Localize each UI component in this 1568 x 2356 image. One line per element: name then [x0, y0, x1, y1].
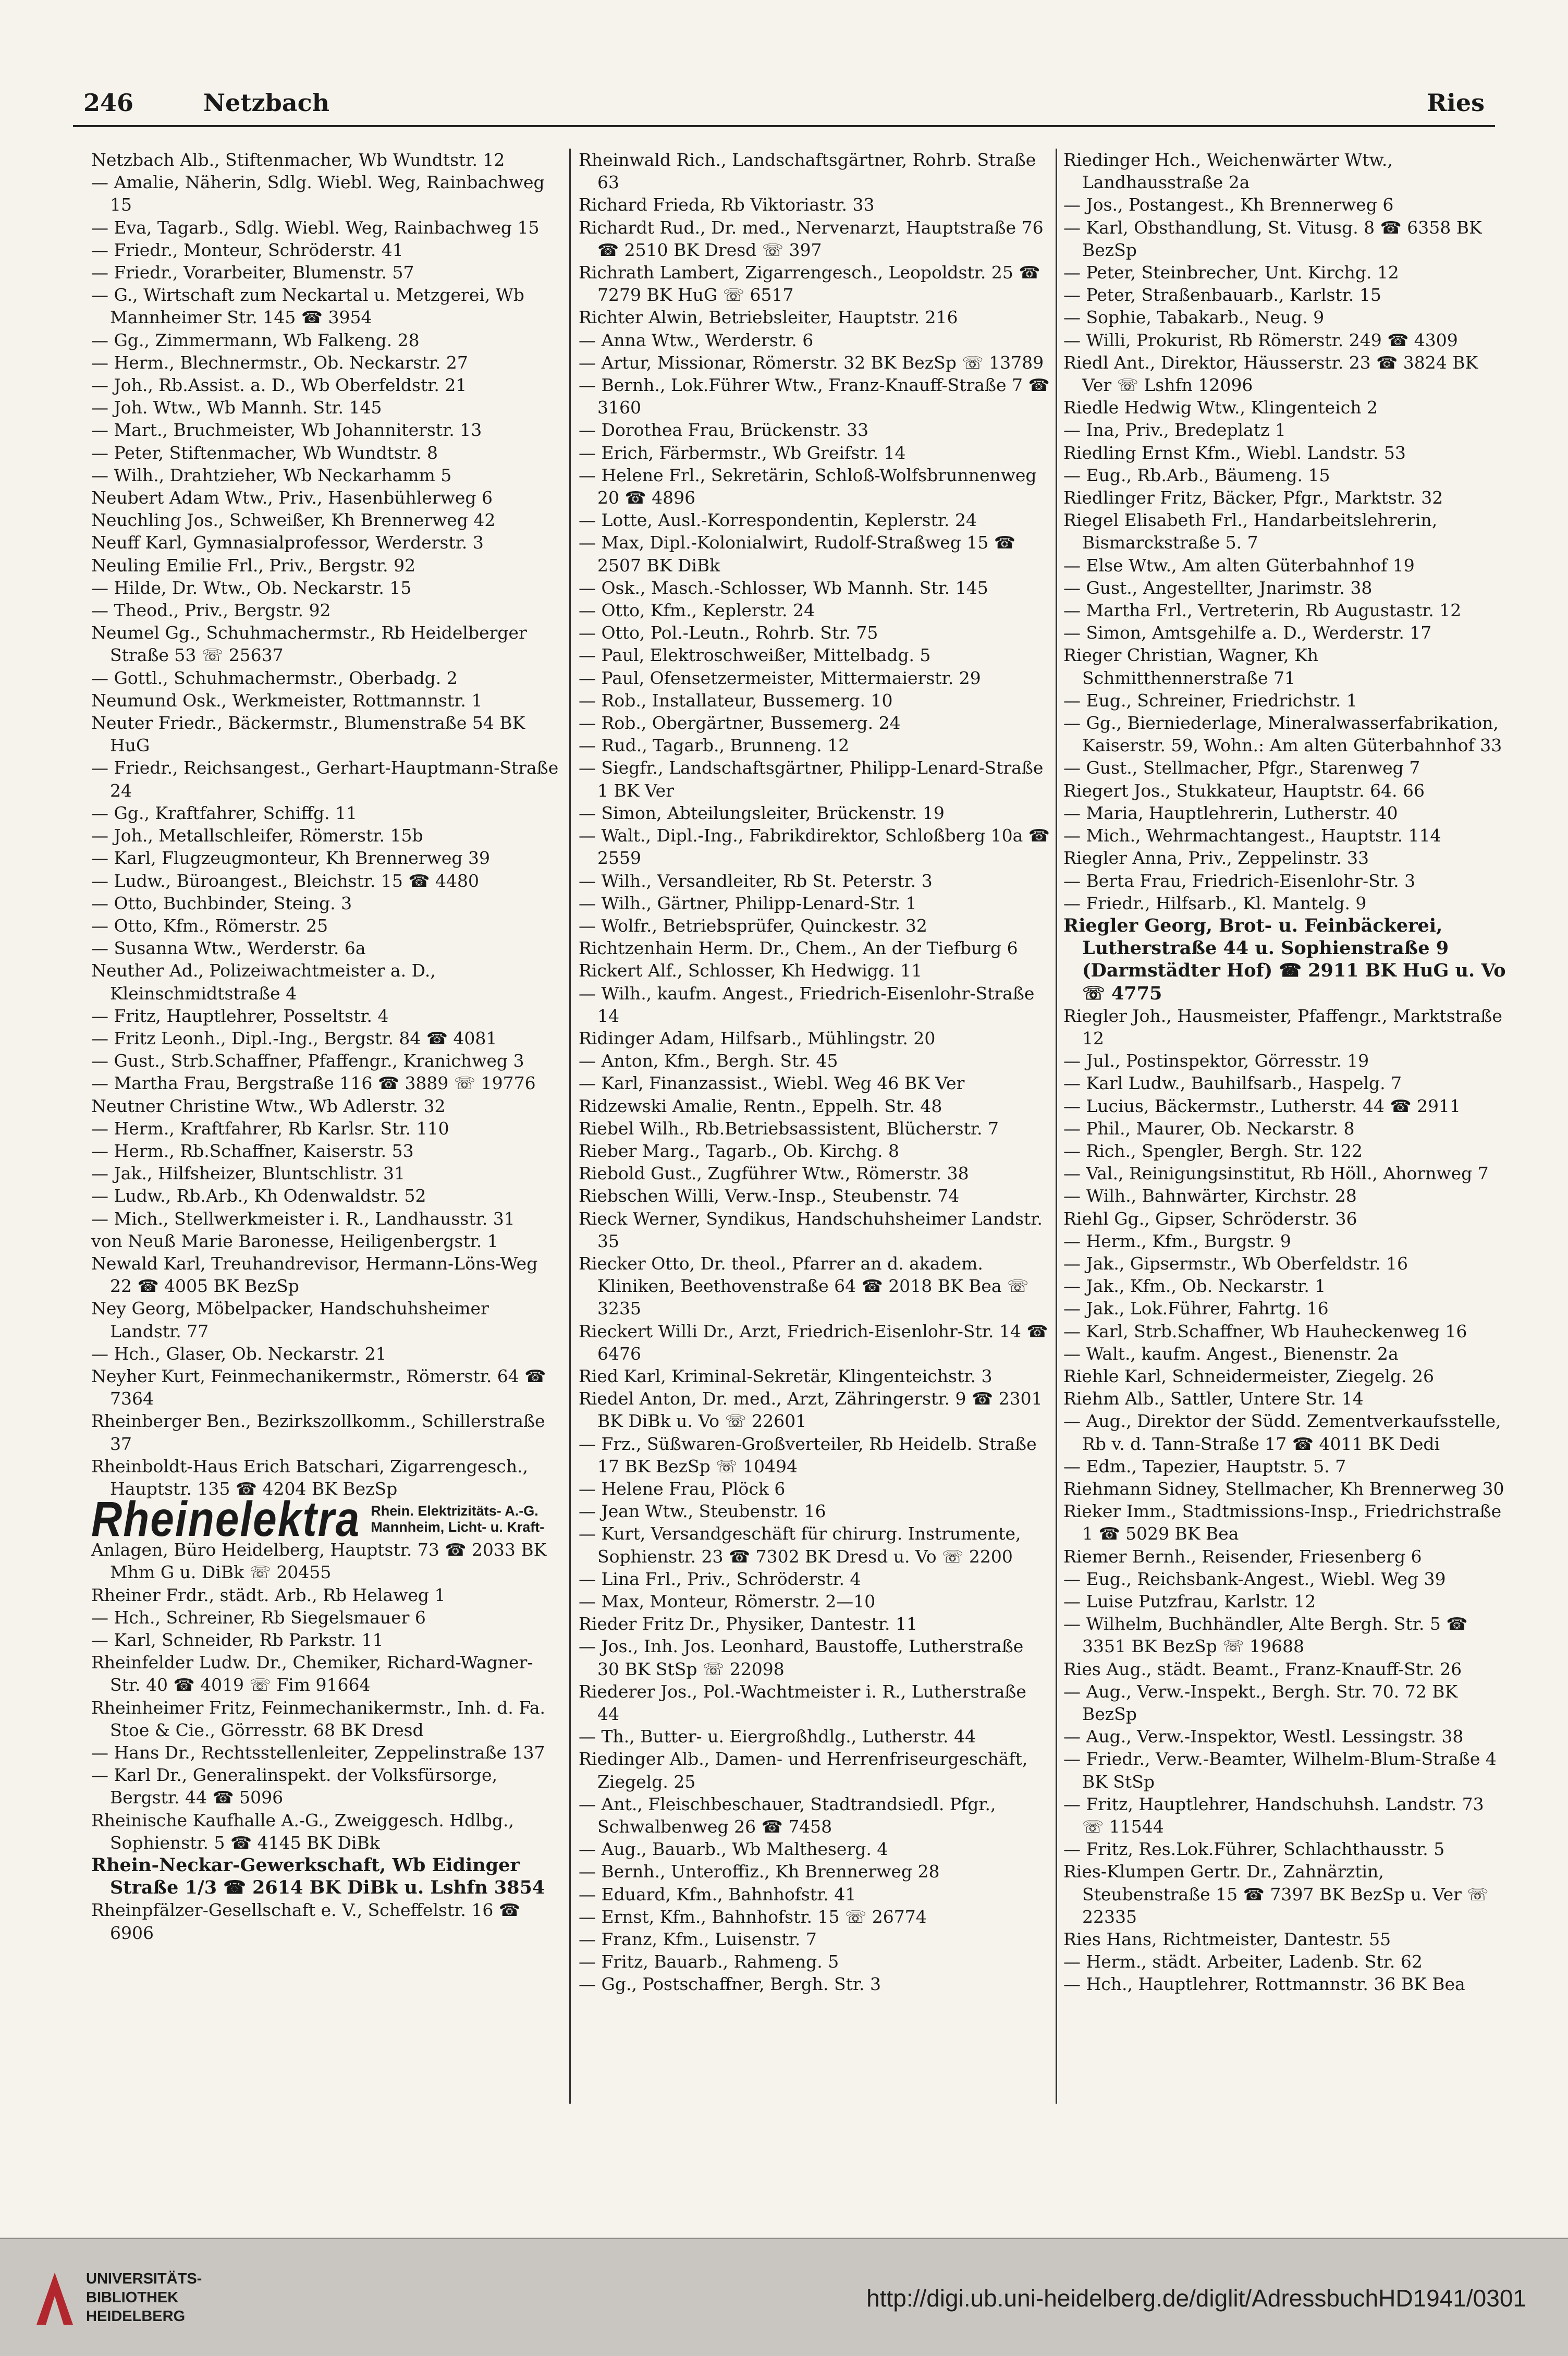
directory-entry: — Joh. Wtw., Wb Mannh. Str. 145 — [91, 397, 382, 418]
directory-entry: Richter Alwin, Betriebsleiter, Hauptstr. 216 — [579, 307, 958, 328]
directory-entry: Riehm Alb., Sattler, Untere Str. 14 — [1063, 1388, 1364, 1409]
advertisement — [91, 1492, 563, 1547]
directory-entry: — Rud., Tagarb., Brunneng. 12 — [579, 735, 850, 756]
directory-entry: Rieker Imm., Stadtmissions-Insp., Friedrichstraße 1 ☎ 5029 BK Bea — [1063, 1501, 1502, 1544]
directory-entry: Riebold Gust., Zugführer Wtw., Römerstr. 38 — [579, 1163, 969, 1184]
directory-entry: — Gust., Stellmacher, Pfgr., Starenweg 7 — [1063, 758, 1420, 778]
directory-entry: Riehl Gg., Gipser, Schröderstr. 36 — [1063, 1208, 1357, 1229]
directory-entry: Rickert Alf., Schlosser, Kh Hedwigg. 11 — [579, 960, 922, 981]
directory-entry: — Osk., Masch.-Schlosser, Wb Mannh. Str. 145 — [579, 577, 988, 598]
directory-entry: — Rob., Obergärtner, Bussemerg. 24 — [579, 713, 901, 734]
directory-entry: Neuling Emilie Frl., Priv., Bergstr. 92 — [91, 555, 416, 576]
source-url[interactable]: http://digi.ub.uni-heidelberg.de/diglit/AdressbuchHD1941/0301 — [866, 2285, 1526, 2312]
directory-entry: Riedling Ernst Kfm., Wiebl. Landstr. 53 — [1063, 442, 1406, 463]
column-divider — [569, 149, 571, 2104]
directory-entry: — Wilhelm, Buchhändler, Alte Bergh. Str. 5 ☎ 3351 BK BezSp ☏ 19688 — [1063, 1614, 1468, 1657]
directory-entry: — Th., Butter- u. Eiergroßhdlg., Lutherstr. 44 — [579, 1726, 976, 1747]
directory-entry: — Karl Ludw., Bauhilfsarb., Haspelg. 7 — [1063, 1073, 1402, 1094]
directory-entry: — Martha Frau, Bergstraße 116 ☎ 3889 ☏ 19776 — [91, 1073, 536, 1094]
ad-line: Rhein. Elektrizitäts- A.-G. — [371, 1503, 538, 1519]
directory-entry: Rheinfelder Ludw. Dr., Chemiker, Richard-Wagner-Str. 40 ☎ 4019 ☏ Fim 91664 — [91, 1652, 533, 1695]
directory-entry: — Fritz, Res.Lok.Führer, Schlachthausstr. 5 — [1063, 1839, 1445, 1860]
directory-entry: — Else Wtw., Am alten Güterbahnhof 19 — [1063, 555, 1415, 576]
directory-entry: Riegel Elisabeth Frl., Handarbeitslehrerin, Bismarckstraße 5. 7 — [1063, 510, 1438, 553]
library-name-line: BIBLIOTHEK — [86, 2289, 179, 2306]
library-logo-icon — [31, 2267, 78, 2330]
directory-entry: — Karl, Flugzeugmonteur, Kh Brennerweg 39 — [91, 848, 490, 869]
ad-text — [371, 1503, 544, 1535]
header-left-word: Netzbach — [203, 89, 330, 117]
page-header — [73, 83, 1495, 127]
directory-entry: Riegler Joh., Hausmeister, Pfaffengr., Marktstraße 12 — [1063, 1005, 1502, 1048]
footer-bar — [0, 2238, 1568, 2356]
directory-entry: — Aug., Verw.-Inspekt., Bergh. Str. 70. 72 BK BezSp — [1063, 1681, 1458, 1725]
column-3 — [1063, 149, 1506, 2114]
directory-entry: — Bernh., Unteroffiz., Kh Brennerweg 28 — [579, 1861, 940, 1882]
directory-entry: — Friedr., Hilfsarb., Kl. Mantelg. 9 — [1063, 893, 1367, 913]
directory-entry: Rieger Christian, Wagner, Kh Schmitthennerstraße 71 — [1063, 645, 1319, 688]
directory-entry: Riegler Anna, Priv., Zeppelinstr. 33 — [1063, 848, 1369, 869]
directory-entry: — Max, Dipl.-Kolonialwirt, Rudolf-Straßweg 15 ☎ 2507 BK DiBk — [579, 532, 1015, 576]
directory-entry: — Herm., Kfm., Burgstr. 9 — [1063, 1230, 1291, 1251]
directory-entry: Rheinwald Rich., Landschaftsgärtner, Rohrb. Straße 63 — [579, 150, 1036, 193]
directory-entry: Richard Frieda, Rb Viktoriastr. 33 — [579, 194, 875, 215]
directory-entry: — Fritz, Hauptlehrer, Handschuhsh. Landstr. 73 ☏ 11544 — [1063, 1793, 1484, 1837]
directory-entry: — Hans Dr., Rechtsstellenleiter, Zeppelinstraße 137 — [91, 1742, 545, 1763]
directory-entry: — Ludw., Büroangest., Bleichstr. 15 ☎ 4480 — [91, 870, 479, 891]
directory-entry: — Gg., Bierniederlage, Mineralwasserfabrikation, Kaiserstr. 59, Wohn.: Am alten Güterbahnhof 33 — [1063, 713, 1502, 756]
directory-entry: — Hch., Hauptlehrer, Rottmannstr. 36 BK Bea — [1063, 1974, 1465, 1995]
directory-entry: Riedel Anton, Dr. med., Arzt, Zähringerstr. 9 ☎ 2301 BK DiBk u. Vo ☏ 22601 — [579, 1388, 1043, 1432]
directory-entry: — Gg., Kraftfahrer, Schiffg. 11 — [91, 802, 358, 823]
directory-entry: — Friedr., Reichsangest., Gerhart-Hauptmann-Straße 24 — [91, 758, 559, 801]
ad-line: Mannheim, Licht- u. Kraft- — [371, 1519, 545, 1535]
directory-entry: — Wilh., Gärtner, Philipp-Lenard-Str. 1 — [579, 893, 917, 913]
directory-entry: — Wilh., Bahnwärter, Kirchstr. 28 — [1063, 1186, 1357, 1206]
directory-entry: — Aug., Bauarb., Wb Maltheserg. 4 — [579, 1839, 888, 1860]
directory-entry: — Jos., Postangest., Kh Brennerweg 6 — [1063, 194, 1394, 215]
directory-entry: Riemer Bernh., Reisender, Friesenberg 6 — [1063, 1546, 1422, 1567]
directory-entry: Neumund Osk., Werkmeister, Rottmannstr. 1 — [91, 690, 483, 711]
directory-entry: Richrath Lambert, Zigarrengesch., Leopoldstr. 25 ☎ 7279 BK HuG ☏ 6517 — [579, 262, 1040, 306]
directory-entry: — Peter, Straßenbauarb., Karlstr. 15 — [1063, 285, 1381, 306]
directory-entry: — Karl, Obsthandlung, St. Vitusg. 8 ☎ 6358 BK BezSp — [1063, 217, 1482, 260]
directory-entry: Rieckert Willi Dr., Arzt, Friedrich-Eisenlohr-Str. 14 ☎ 6476 — [579, 1321, 1048, 1364]
directory-entry: Netzbach Alb., Stiftenmacher, Wb Wundtstr. 12 — [91, 150, 505, 170]
directory-entry: — Anna Wtw., Werderstr. 6 — [579, 329, 814, 350]
directory-entry: — Peter, Stiftenmacher, Wb Wundtstr. 8 — [91, 442, 438, 463]
directory-entry: — Gottl., Schuhmachermstr., Oberbadg. 2 — [91, 667, 458, 688]
directory-entry: — Max, Monteur, Römerstr. 2—10 — [579, 1591, 876, 1612]
directory-entry: Ney Georg, Möbelpacker, Handschuhsheimer Landstr. 77 — [91, 1298, 489, 1341]
directory-entry: — Martha Frl., Vertreterin, Rb Augustastr. 12 — [1063, 600, 1462, 621]
directory-entry: — Helene Frau, Plöck 6 — [579, 1478, 786, 1499]
directory-entry: von Neuß Marie Baronesse, Heiligenbergstr. 1 — [91, 1230, 498, 1251]
directory-entry: — Wilh., kaufm. Angest., Friedrich-Eisenlohr-Straße 14 — [579, 983, 1035, 1026]
directory-entry: — Gg., Zimmermann, Wb Falkeng. 28 — [91, 329, 420, 350]
directory-entry: — Lina Frl., Priv., Schröderstr. 4 — [579, 1568, 861, 1589]
directory-entry: Riehmann Sidney, Stellmacher, Kh Brennerweg 30 — [1063, 1478, 1504, 1499]
directory-entry: — Maria, Hauptlehrerin, Lutherstr. 40 — [1063, 802, 1398, 823]
directory-entry: — Luise Putzfrau, Karlstr. 12 — [1063, 1591, 1316, 1612]
directory-entry: — Berta Frau, Friedrich-Eisenlohr-Str. 3 — [1063, 870, 1416, 891]
directory-entry: — Jul., Postinspektor, Görresstr. 19 — [1063, 1051, 1369, 1071]
directory-entry: Rieck Werner, Syndikus, Handschuhsheimer Landstr. 35 — [579, 1208, 1043, 1251]
directory-entry: Rieber Marg., Tagarb., Ob. Kirchg. 8 — [579, 1140, 899, 1161]
directory-entry: — Jean Wtw., Steubenstr. 16 — [579, 1501, 826, 1522]
directory-entry: Neyher Kurt, Feinmechanikermstr., Römerstr. 64 ☎ 7364 — [91, 1365, 546, 1409]
directory-entry: — Amalie, Näherin, Sdlg. Wiebl. Weg, Rainbachweg 15 — [91, 172, 545, 215]
directory-entry: — Wolfr., Betriebsprüfer, Quinckestr. 32 — [579, 915, 927, 936]
directory-entry: — Gg., Postschaffner, Bergh. Str. 3 — [579, 1974, 881, 1995]
directory-entry: Ried Karl, Kriminal-Sekretär, Klingenteichstr. 3 — [579, 1365, 993, 1386]
directory-entry: — Simon, Abteilungsleiter, Brückenstr. 19 — [579, 802, 945, 823]
directory-entry: — Ludw., Rb.Arb., Kh Odenwaldstr. 52 — [91, 1186, 426, 1206]
directory-entry: Newald Karl, Treuhandrevisor, Hermann-Löns-Weg 22 ☎ 4005 BK BezSp — [91, 1253, 538, 1297]
directory-entry: Richtzenhain Herm. Dr., Chem., An der Tiefburg 6 — [579, 938, 1018, 959]
directory-entry: Rheinboldt-Haus Erich Batschari, Zigarrengesch., Hauptstr. 135 ☎ 4204 BK BezSp — [91, 1456, 529, 1499]
directory-entry: Riecker Otto, Dr. theol., Pfarrer an d. akadem. Kliniken, Beethovenstraße 64 ☎ 2018 BK Bea ☏ 3235 — [579, 1253, 1029, 1319]
directory-entry: — Theod., Priv., Bergstr. 92 — [91, 600, 331, 621]
directory-entry: — Otto, Kfm., Keplerstr. 24 — [579, 600, 815, 621]
library-name — [86, 2269, 202, 2326]
directory-entry: — G., Wirtschaft zum Neckartal u. Metzgerei, Wb Mannheimer Str. 145 ☎ 3954 — [91, 285, 524, 328]
directory-entry: Ridzewski Amalie, Rentn., Eppelh. Str. 48 — [579, 1095, 942, 1116]
directory-entry: — Joh., Metallschleifer, Römerstr. 15b — [91, 825, 423, 846]
directory-entry: — Herm., Kraftfahrer, Rb Karlsr. Str. 110 — [91, 1118, 449, 1139]
directory-entry: — Phil., Maurer, Ob. Neckarstr. 8 — [1063, 1118, 1355, 1139]
directory-entry: — Bernh., Lok.Führer Wtw., Franz-Knauff-Straße 7 ☎ 3160 — [579, 375, 1050, 418]
directory-entry: — Mich., Wehrmachtangest., Hauptstr. 114 — [1063, 825, 1441, 846]
directory-entry: — Eug., Schreiner, Friedrichstr. 1 — [1063, 690, 1357, 711]
directory-entry: — Aug., Verw.-Inspektor, Westl. Lessingstr. 38 — [1063, 1726, 1464, 1747]
directory-entry: — Anton, Kfm., Bergh. Str. 45 — [579, 1051, 838, 1071]
directory-entry: Riedle Hedwig Wtw., Klingenteich 2 — [1063, 397, 1378, 418]
directory-entry: Ries-Klumpen Gertr. Dr., Zahnärztin, Steubenstraße 15 ☎ 7397 BK BezSp u. Ver ☏ 22335 — [1063, 1861, 1489, 1927]
directory-entry: — Gust., Strb.Schaffner, Pfaffengr., Kranichweg 3 — [91, 1051, 524, 1071]
directory-entry: — Willi, Prokurist, Rb Römerstr. 249 ☎ 4309 — [1063, 329, 1458, 350]
directory-entry: Neuchling Jos., Schweißer, Kh Brennerweg 42 — [91, 510, 496, 531]
directory-entry: — Artur, Missionar, Römerstr. 32 BK BezSp ☏ 13789 — [579, 352, 1044, 373]
directory-entry: — Hch., Schreiner, Rb Siegelsmauer 6 — [91, 1607, 426, 1628]
directory-entry: Riebel Wilh., Rb.Betriebsassistent, Blücherstr. 7 — [579, 1118, 999, 1139]
directory-entry: Riedinger Hch., Weichenwärter Wtw., Landhausstraße 2a — [1063, 150, 1393, 193]
directory-entry: — Peter, Steinbrecher, Unt. Kirchg. 12 — [1063, 262, 1399, 283]
directory-entry: Anlagen, Büro Heidelberg, Hauptstr. 73 ☎ 2033 BK Mhm G u. DiBk ☏ 20455 — [91, 1540, 547, 1583]
directory-entry: — Aug., Direktor der Südd. Zementverkaufsstelle, Rb v. d. Tann-Straße 17 ☎ 4011 BK Dedi — [1063, 1411, 1501, 1454]
directory-entry: — Eug., Reichsbank-Angest., Wiebl. Weg 39 — [1063, 1568, 1446, 1589]
directory-entry: Riebschen Willi, Verw.-Insp., Steubenstr. 74 — [579, 1186, 960, 1206]
directory-entry: — Ant., Fleischbeschauer, Stadtrandsiedl. Pfgr., Schwalbenweg 26 ☎ 7458 — [579, 1793, 996, 1837]
directory-entry: — Karl, Strb.Schaffner, Wb Hauheckenweg 16 — [1063, 1321, 1467, 1341]
directory-entry: — Jos., Inh. Jos. Leonhard, Baustoffe, Lutherstraße 30 BK StSp ☏ 22098 — [579, 1636, 1024, 1679]
directory-entry: Neuff Karl, Gymnasialprofessor, Werderstr. 3 — [91, 532, 484, 553]
directory-entry: — Frz., Süßwaren-Großverteiler, Rb Heidelb. Straße 17 BK BezSp ☏ 10494 — [579, 1433, 1037, 1476]
directory-entry: Ridinger Adam, Hilfsarb., Mühlingstr. 20 — [579, 1028, 936, 1048]
directory-entry: — Paul, Elektroschweißer, Mittelbadg. 5 — [579, 645, 931, 666]
column-2 — [579, 149, 1050, 2114]
directory-entry: Rheinpfälzer-Gesellschaft e. V., Scheffelstr. 16 ☎ 6906 — [91, 1900, 520, 1943]
directory-entry: — Franz, Kfm., Luisenstr. 7 — [579, 1929, 817, 1950]
directory-entry: Neuter Friedr., Bäckermstr., Blumenstraße 54 BK HuG — [91, 713, 525, 756]
directory-entry: — Otto, Kfm., Römerstr. 25 — [91, 915, 328, 936]
library-name-line: HEIDELBERG — [86, 2308, 186, 2325]
directory-entry: — Friedr., Vorarbeiter, Blumenstr. 57 — [91, 262, 414, 283]
directory-entry: — Karl, Finanzassist., Wiebl. Weg 46 BK Ver — [579, 1073, 965, 1094]
directory-entry: — Friedr., Verw.-Beamter, Wilhelm-Blum-Straße 4 BK StSp — [1063, 1749, 1497, 1792]
directory-entry: — Fritz, Bauarb., Rahmeng. 5 — [579, 1951, 839, 1972]
directory-entry: — Lotte, Ausl.-Korrespondentin, Keplerstr. 24 — [579, 510, 977, 531]
column-divider — [1056, 149, 1057, 2104]
directory-entry: — Fritz, Hauptlehrer, Posseltstr. 4 — [91, 1005, 389, 1026]
directory-entry: Ries Hans, Richtmeister, Dantestr. 55 — [1063, 1929, 1391, 1950]
directory-entry: — Kurt, Versandgeschäft für chirurg. Instrumente, Sophienstr. 23 ☎ 7302 BK Dresd u. Vo ☏ 2200 — [579, 1523, 1021, 1567]
directory-entry: — Ina, Priv., Bredeplatz 1 — [1063, 420, 1286, 441]
directory-entry: — Wilh., Versandleiter, Rb St. Peterstr. 3 — [579, 870, 933, 891]
directory-entry: — Eduard, Kfm., Bahnhofstr. 41 — [579, 1884, 856, 1905]
directory-entry: — Walt., kaufm. Angest., Bienenstr. 2a — [1063, 1343, 1399, 1364]
header-right-word: Ries — [1427, 89, 1485, 117]
directory-entry: — Eva, Tagarb., Sdlg. Wiebl. Weg, Rainbachweg 15 — [91, 217, 540, 238]
directory-entry: — Lucius, Bäckermstr., Lutherstr. 44 ☎ 2911 — [1063, 1095, 1461, 1116]
directory-entry: — Edm., Tapezier, Hauptstr. 5. 7 — [1063, 1456, 1346, 1476]
directory-entry: — Helene Frl., Sekretärin, Schloß-Wolfsbrunnenweg 20 ☎ 4896 — [579, 465, 1037, 508]
directory-entry: Riegert Jos., Stukkateur, Hauptstr. 64. 66 — [1063, 780, 1425, 801]
directory-entry: — Joh., Rb.Assist. a. D., Wb Oberfeldstr. 21 — [91, 375, 467, 396]
directory-entry: Rheinheimer Fritz, Feinmechanikermstr., Inh. d. Fa. Stoe & Cie., Görresstr. 68 BK Dresd — [91, 1697, 546, 1740]
directory-entry: Neumel Gg., Schuhmachermstr., Rb Heidelberger Straße 53 ☏ 25637 — [91, 622, 527, 666]
directory-entry: — Rob., Installateur, Bussemerg. 10 — [579, 690, 893, 711]
directory-entry: — Simon, Amtsgehilfe a. D., Werderstr. 17 — [1063, 622, 1432, 643]
ad-brand: Rheinelektra — [91, 1492, 361, 1547]
directory-entry: — Gust., Angestellter, Jnarimstr. 38 — [1063, 577, 1373, 598]
directory-entry: Riegler Georg, Brot- u. Feinbäckerei, Lutherstraße 44 u. Sophienstraße 9 (Darmstädter Hof) ☎ 2911 BK HuG u. Vo ☏ 4775 — [1063, 914, 1506, 1004]
directory-entry: — Erich, Färbermstr., Wb Greifstr. 14 — [579, 442, 906, 463]
directory-entry: Rieder Fritz Dr., Physiker, Dantestr. 11 — [579, 1614, 918, 1634]
directory-entry: — Otto, Buchbinder, Steing. 3 — [91, 893, 352, 913]
directory-entry: Rheinberger Ben., Bezirkszollkomm., Schillerstraße 37 — [91, 1411, 545, 1454]
directory-entry: — Hch., Glaser, Ob. Neckarstr. 21 — [91, 1343, 387, 1364]
column-1 — [91, 149, 563, 2114]
directory-entry: — Eug., Rb.Arb., Bäumeng. 15 — [1063, 465, 1330, 485]
directory-entry: Rheinische Kaufhalle A.-G., Zweiggesch. Hdlbg., Sophienstr. 5 ☎ 4145 BK DiBk — [91, 1810, 514, 1853]
directory-entry: Riederer Jos., Pol.-Wachtmeister i. R., Lutherstraße 44 — [579, 1681, 1026, 1725]
directory-entry: Rheiner Frdr., städt. Arb., Rb Helaweg 1 — [91, 1584, 446, 1605]
directory-entry: — Susanna Wtw., Werderstr. 6a — [91, 938, 366, 959]
directory-entry: — Fritz Leonh., Dipl.-Ing., Bergstr. 84 ☎ 4081 — [91, 1028, 497, 1048]
directory-entry: — Val., Reinigungsinstitut, Rb Höll., Ahornweg 7 — [1063, 1163, 1489, 1184]
directory-entry: — Hilde, Dr. Wtw., Ob. Neckarstr. 15 — [91, 577, 412, 598]
directory-entry: — Rich., Spengler, Bergh. Str. 122 — [1063, 1140, 1363, 1161]
directory-entry: Riedlinger Fritz, Bäcker, Pfgr., Marktstr. 32 — [1063, 487, 1443, 508]
directory-entry: Richardt Rud., Dr. med., Nervenarzt, Hauptstraße 76 ☎ 2510 BK Dresd ☏ 397 — [579, 217, 1044, 260]
directory-entry: — Ernst, Kfm., Bahnhofstr. 15 ☏ 26774 — [579, 1906, 927, 1927]
directory-entry: Neuther Ad., Polizeiwachtmeister a. D., Kleinschmidtstraße 4 — [91, 960, 436, 1004]
directory-entry: Riedinger Alb., Damen- und Herrenfriseurgeschäft, Ziegelg. 25 — [579, 1749, 1028, 1792]
directory-entry: Ries Aug., städt. Beamt., Franz-Knauff-Str. 26 — [1063, 1658, 1462, 1679]
directory-entry: — Siegfr., Landschaftsgärtner, Philipp-Lenard-Straße 1 BK Ver — [579, 758, 1044, 801]
directory-entry: — Jak., Kfm., Ob. Neckarstr. 1 — [1063, 1276, 1326, 1297]
directory-entry: — Dorothea Frau, Brückenstr. 33 — [579, 420, 869, 441]
directory-entry: — Jak., Lok.Führer, Fahrtg. 16 — [1063, 1298, 1329, 1319]
directory-entry: — Mich., Stellwerkmeister i. R., Landhausstr. 31 — [91, 1208, 515, 1229]
directory-entry: — Otto, Pol.-Leutn., Rohrb. Str. 75 — [579, 622, 878, 643]
directory-entry: — Paul, Ofensetzermeister, Mittermaierstr. 29 — [579, 667, 981, 688]
library-name-line: UNIVERSITÄTS- — [86, 2270, 202, 2287]
directory-entry: — Friedr., Monteur, Schröderstr. 41 — [91, 239, 403, 260]
directory-entry: Neutner Christine Wtw., Wb Adlerstr. 32 — [91, 1095, 446, 1116]
directory-entry: Rhein-Neckar-Gewerkschaft, Wb Eidinger Straße 1/3 ☎ 2614 BK DiBk u. Lshfn 3854 — [91, 1854, 545, 1899]
directory-entry: — Mart., Bruchmeister, Wb Johanniterstr. 13 — [91, 420, 482, 441]
directory-entry: Riehle Karl, Schneidermeister, Ziegelg. 26 — [1063, 1365, 1435, 1386]
directory-entry: — Herm., Blechnermstr., Ob. Neckarstr. 27 — [91, 352, 468, 373]
directory-entry: — Karl, Schneider, Rb Parkstr. 11 — [91, 1630, 384, 1650]
directory-entry: — Herm., Rb.Schaffner, Kaiserstr. 53 — [91, 1140, 414, 1161]
directory-entry: — Jak., Gipsermstr., Wb Oberfeldstr. 16 — [1063, 1253, 1408, 1274]
page-number: 246 — [83, 89, 134, 117]
directory-entry: Neubert Adam Wtw., Priv., Hasenbühlerweg 6 — [91, 487, 493, 508]
directory-entry: — Walt., Dipl.-Ing., Fabrikdirektor, Schloßberg 10a ☎ 2559 — [579, 825, 1050, 869]
directory-entry: — Karl Dr., Generalinspekt. der Volksfürsorge, Bergstr. 44 ☎ 5096 — [91, 1765, 498, 1808]
directory-entry: — Wilh., Drahtzieher, Wb Neckarhamm 5 — [91, 465, 452, 485]
directory-entry: — Jak., Hilfsheizer, Bluntschlistr. 31 — [91, 1163, 405, 1184]
directory-entry: — Herm., städt. Arbeiter, Ladenb. Str. 62 — [1063, 1951, 1423, 1972]
directory-entry: Riedl Ant., Direktor, Häusserstr. 23 ☎ 3824 BK Ver ☏ Lshfn 12096 — [1063, 352, 1478, 396]
directory-entry: — Sophie, Tabakarb., Neug. 9 — [1063, 307, 1325, 328]
